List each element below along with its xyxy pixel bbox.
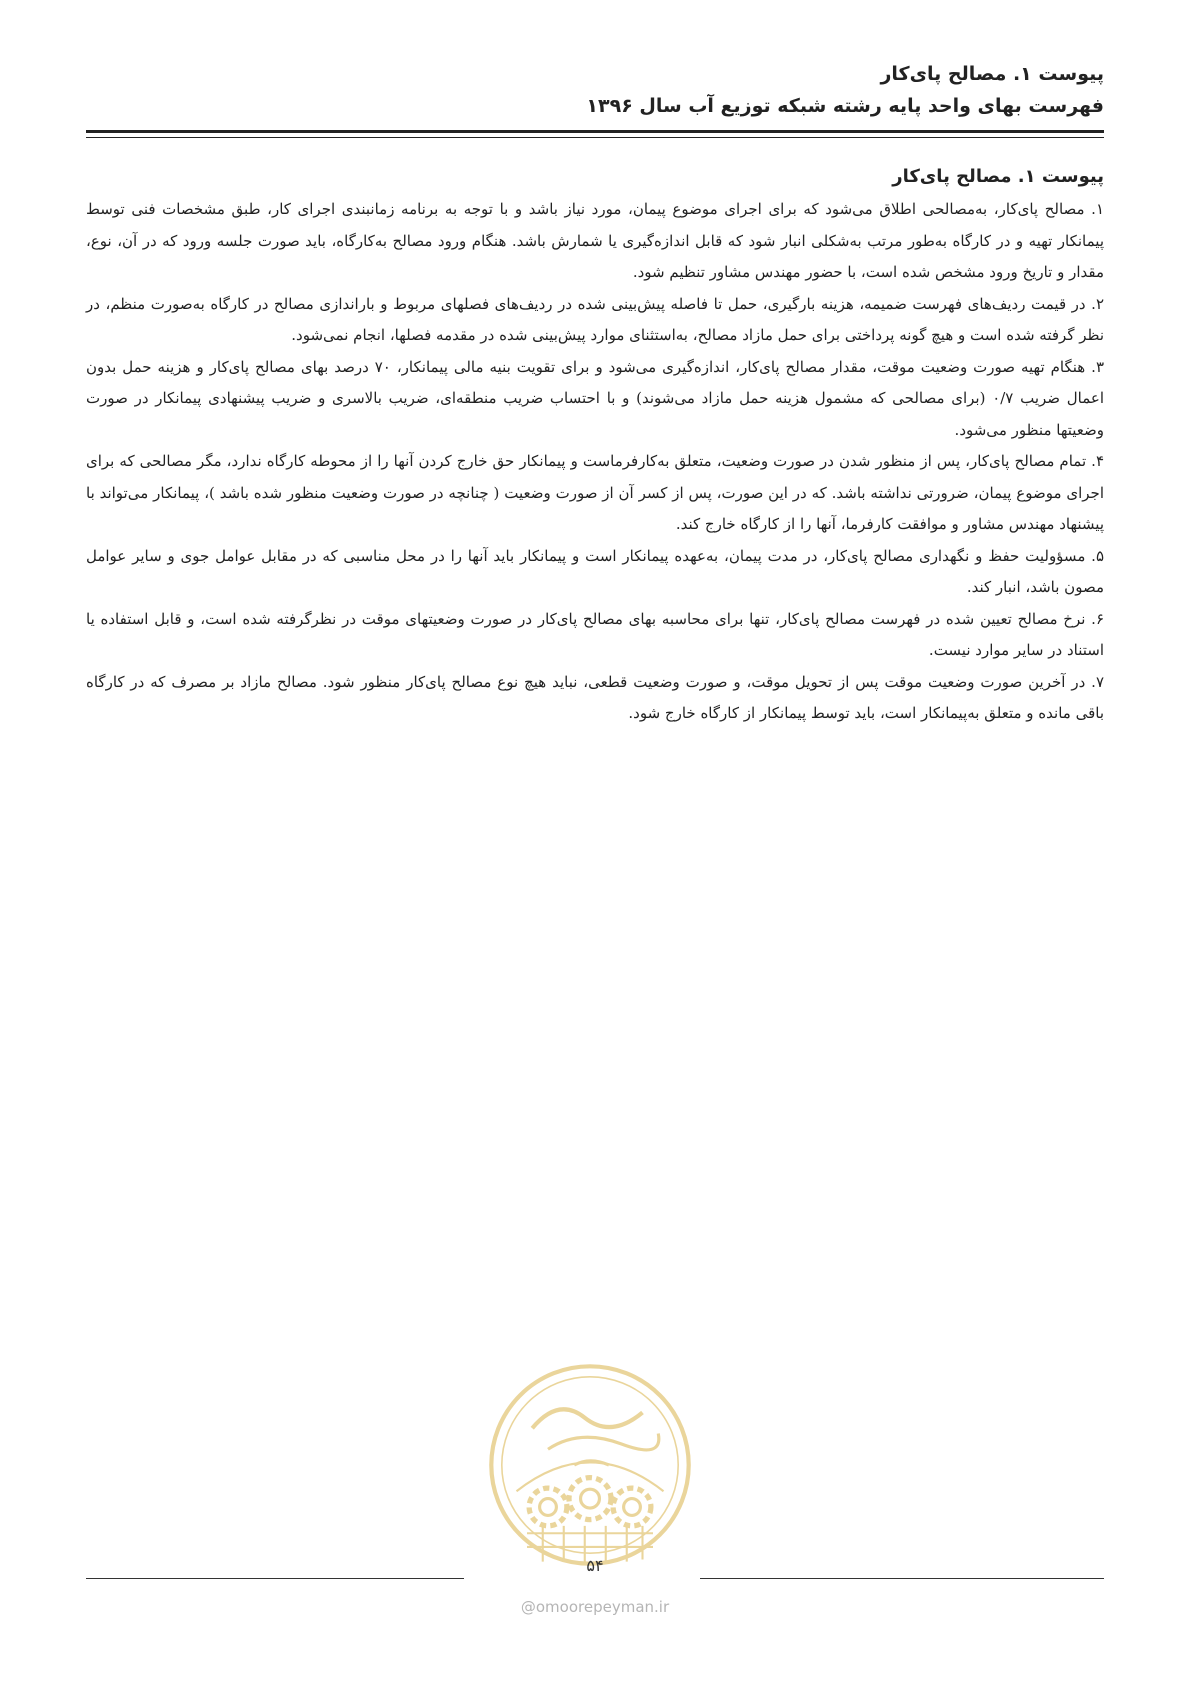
header-title: پیوست ۱. مصالح پای‌کار (880, 63, 1104, 85)
footer-rule-left (86, 1578, 464, 1579)
page-number: ۵۴ (586, 1556, 604, 1575)
paragraph-6: ۶. نرخ مصالح تعیین شده در فهرست مصالح پای‌کار، تنها برای محاسبه بهای مصالح پای‌کار در صورت وضعیتهای موقت در نظرگرفته شده است، و قابل استفاده یا استناد در سایر موارد نیست. (86, 609, 1104, 659)
paragraph-5: ۵. مسؤولیت حفظ و نگهداری مصالح پای‌کار، در مدت پیمان، به‌عهده پیمانکار است و پیمانکار باید آنها را در محل مناسبی که در مقابل عوامل جوی و سایر عوامل مصون باشد، انبار کند. (86, 546, 1104, 596)
section-title: پیوست ۱. مصالح پای‌کار (892, 166, 1104, 187)
paragraph-7: ۷. در آخرین صورت وضعیت موقت پس از تحویل موقت، و صورت وضعیت قطعی، نباید هیچ نوع مصالح پای‌کار منظور شود. مصالح مازاد بر مصرف که در کارگاه باقی مانده و متعلق به‌پیمانکار است، باید توسط پیمانکار از کارگاه خارج شود. (86, 672, 1104, 722)
paragraph-4: ۴. تمام مصالح پای‌کار، پس از منظور شدن در صورت وضعیت، متعلق به‌کارفرماست و پیمانکار حق خارج کردن آنها را از محوطه کارگاه ندارد، مگر مصالحی که برای اجرای موضوع پیمان، ضرورتی نداشته باشد. که در این صورت، پس از کسر آن از صورت وضعیت ( چنانچه در صورت وضعیت منظور شده باشد )، پیمانکار می‌تواند با پیشنهاد مهندس مشاور و موافقت کارفرما، آنها را از کارگاه خارج کند. (86, 452, 1104, 533)
footer-rule-right (700, 1578, 1104, 1579)
paragraph-2: ۲. در قیمت ردیف‌های فهرست ضمیمه، هزینه بارگیری، حمل تا فاصله پیش‌بینی شده در ردیف‌های فصلهای مربوط و باراندازی مصالح در کارگاه به‌صورت منظم، در نظر گرفته شده است و هیچ گونه پرداختی برای حمل مازاد مصالح، به‌استثنای موارد پیش‌بینی شده در مقدمه فصلها، انجام نمی‌شود. (86, 294, 1104, 344)
page-header (86, 58, 1104, 122)
header-rule-thin (86, 137, 1104, 138)
paragraph-3: ۳. هنگام تهیه صورت وضعیت موقت، مقدار مصالح پای‌کار، اندازه‌گیری می‌شود و برای تقویت بنیه مالی پیمانکار، ۷۰ درصد بهای مصالح پای‌کار و هزینه حمل بدون اعمال ضریب ۰/۷ (برای مصالحی که مشمول هزینه حمل مازاد می‌شوند) و با احتساب ضریب منطقه‌ای، ضریب بالاسری و ضریب پیشنهادی پیمانکار در صورت وضعیتها منظور می‌شود. (86, 357, 1104, 439)
header-subtitle: فهرست بهای واحد پایه رشته شبکه توزیع آب سال ۱۳۹۶ (586, 95, 1104, 117)
seal-watermark-icon (485, 1360, 695, 1570)
header-rule-thick (86, 130, 1104, 133)
watermark-url: @omoorepeyman.ir (520, 1598, 670, 1616)
paragraph-1: ۱. مصالح پای‌کار، به‌مصالحی اطلاق می‌شود که برای اجرای موضوع پیمان، مورد نیاز باشد و با توجه به برنامه زمانبندی اجرای کار، طبق مشخصات فنی توسط پیمانکار تهیه و در کارگاه به‌طور مرتب به‌شکلی انبار شود که قابل اندازه‌گیری یا شمارش باشد. هنگام ورود مصالح به‌کارگاه، باید صورت جلسه ورود که در آن، نوع، مقدار و تاریخ ورود مشخص شده است، با حضور مهندس مشاور تنظیم شود. (86, 200, 1104, 281)
document-body (86, 162, 1104, 730)
